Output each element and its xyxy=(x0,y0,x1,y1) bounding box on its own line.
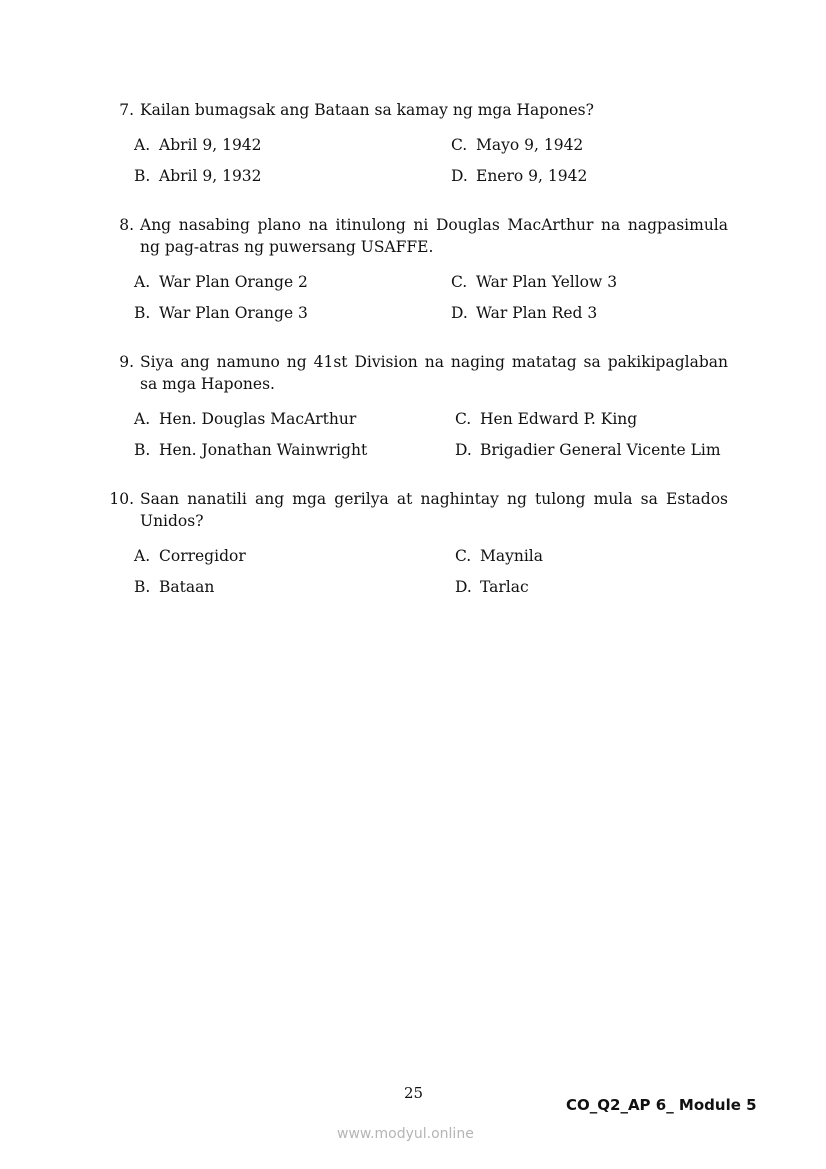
option-text: Hen. Douglas MacArthur xyxy=(159,410,357,428)
question-7 xyxy=(100,99,728,192)
option-b xyxy=(134,435,367,466)
option-b xyxy=(134,572,214,603)
option-d xyxy=(455,572,529,603)
option-letter: C. xyxy=(451,273,468,291)
option-text: Abril 9, 1932 xyxy=(159,167,262,185)
option-b xyxy=(134,161,262,192)
option-letter: A. xyxy=(134,273,151,291)
option-text: Hen Edward P. King xyxy=(480,410,638,428)
question-8 xyxy=(100,214,728,329)
option-c xyxy=(455,404,637,435)
question-number: 9. xyxy=(119,353,134,371)
option-letter: B. xyxy=(134,441,151,459)
option-text: Corregidor xyxy=(159,547,246,565)
option-d xyxy=(455,435,721,466)
option-text: Enero 9, 1942 xyxy=(476,167,588,185)
option-a xyxy=(134,404,356,435)
option-letter: B. xyxy=(134,578,151,596)
question-text: Saan nanatili ang mga gerilya at naghintay ng tulong mula sa Estados Unidos? xyxy=(140,490,728,530)
option-a xyxy=(134,130,262,161)
question-text: Kailan bumagsak ang Bataan sa kamay ng mga Hapones? xyxy=(140,101,594,119)
option-letter: B. xyxy=(134,304,151,322)
option-letter: C. xyxy=(455,410,472,428)
option-text: Hen. Jonathan Wainwright xyxy=(159,441,368,459)
option-text: Tarlac xyxy=(480,578,529,596)
question-9 xyxy=(100,351,728,466)
option-text: Maynila xyxy=(480,547,544,565)
option-d xyxy=(451,298,597,329)
option-letter: D. xyxy=(455,441,472,459)
option-text: Bataan xyxy=(159,578,215,596)
option-letter: C. xyxy=(451,136,468,154)
option-text: War Plan Orange 2 xyxy=(159,273,308,291)
option-letter: C. xyxy=(455,547,472,565)
option-letter: A. xyxy=(134,410,151,428)
option-text: War Plan Yellow 3 xyxy=(476,273,618,291)
option-a xyxy=(134,267,308,298)
watermark: www.modyul.online xyxy=(337,1126,474,1142)
question-10 xyxy=(100,488,728,603)
option-c xyxy=(451,130,583,161)
option-letter: D. xyxy=(451,304,468,322)
option-b xyxy=(134,298,308,329)
option-c xyxy=(451,267,617,298)
question-number: 10. xyxy=(109,490,134,508)
question-number: 8. xyxy=(119,216,134,234)
option-text: Mayo 9, 1942 xyxy=(476,136,584,154)
module-code: CO_Q2_AP 6_ Module 5 xyxy=(566,1096,757,1114)
option-text: War Plan Orange 3 xyxy=(159,304,308,322)
option-text: Brigadier General Vicente Lim xyxy=(480,441,721,459)
option-letter: A. xyxy=(134,136,151,154)
question-number: 7. xyxy=(119,101,134,119)
question-text: Siya ang namuno ng 41st Division na naging matatag sa pakikipaglaban sa mga Hapones. xyxy=(140,353,728,393)
option-a xyxy=(134,541,246,572)
option-d xyxy=(451,161,587,192)
option-text: War Plan Red 3 xyxy=(476,304,598,322)
option-letter: D. xyxy=(451,167,468,185)
page-number: 25 xyxy=(404,1084,424,1102)
option-c xyxy=(455,541,543,572)
question-text: Ang nasabing plano na itinulong ni Douglas MacArthur na nagpasimula ng pag-atras ng puwersang USAFFE. xyxy=(140,216,728,256)
option-text: Abril 9, 1942 xyxy=(159,136,262,154)
option-letter: B. xyxy=(134,167,151,185)
option-letter: A. xyxy=(134,547,151,565)
option-letter: D. xyxy=(455,578,472,596)
